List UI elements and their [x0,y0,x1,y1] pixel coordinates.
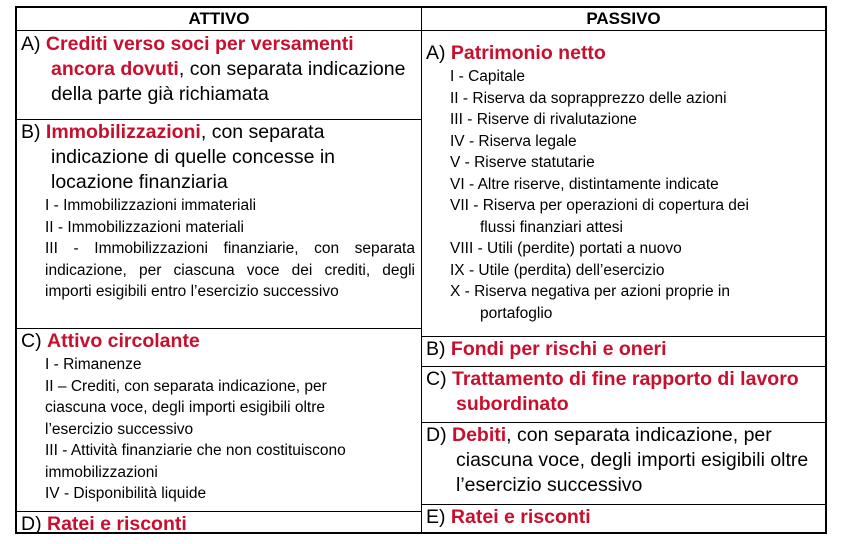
list-item: VI - Altre riserve, distintamente indicate [450,175,719,193]
section-letter: D) [426,424,447,446]
passivo-section-c [422,366,825,417]
attivo-section-c [17,328,421,505]
section-title: Ratei e risconti [450,506,591,528]
section-letter: A) [21,33,41,55]
section-letter: B) [426,338,446,360]
list-item: II - Immobilizzazioni materiali [45,218,244,236]
section-description: , con separata indicazione, per ciascuna voce, degli importi esigibili oltre l’esercizio successivo [456,424,809,496]
list-item: I - Capitale [450,68,525,85]
passivo-section-d [422,422,825,498]
section-letter: E) [426,506,446,528]
section-title: Fondi per rischi e oneri [450,338,667,360]
section-title: Ratei e risconti [47,513,187,535]
section-title: Patrimonio netto [450,42,606,64]
section-title: Crediti verso soci per versamenti ancora dovuti [45,33,354,80]
attivo-section-a [17,32,421,107]
list-item: III - Riserve di rivalutazione [450,111,637,128]
list-item: IX - Utile (perdita) dell’esercizio [450,261,665,279]
passivo-section-a [422,41,825,324]
passivo-a-items [426,66,819,324]
section-letter: C) [21,330,42,352]
section-letter: A) [426,42,446,64]
section-description: , con separata indicazione di quelle concesse in locazione finanziaria [51,121,336,193]
passivo-section-e [422,504,825,530]
list-item: X - Riserva negativa per azioni proprie in [450,283,730,300]
section-title: Debiti [452,424,507,446]
attivo-header: ATTIVO [17,8,421,31]
attivo-section-d [17,511,421,537]
passivo-section-b [422,336,825,362]
list-item: II – Crediti, con separata indicazione, per ciascuna voce, degli importi esigibili oltre l’esercizio successivo [45,377,327,438]
section-title: Attivo circolante [47,330,200,352]
list-item-continuation: portafoglio [480,304,553,322]
list-item: V - Riserve statutarie [450,154,595,171]
list-item-continuation: flussi finanziari attesi [480,218,624,236]
list-item: IV - Riserva legale [450,132,577,150]
list-item: III - Attività finanziarie che non costituiscono immobilizzazioni [45,442,346,481]
section-letter: B) [21,121,41,143]
attivo-section-b [17,119,421,303]
section-title: Trattamento di fine rapporto di lavoro subordinato [452,368,799,415]
section-description: , con separata indicazione della parte già richiamata [51,58,406,105]
passivo-header: PASSIVO [422,8,825,31]
list-item: I - Immobilizzazioni immateriali [45,197,257,214]
list-item: VIII - Utili (perdite) portati a nuovo [450,240,682,257]
list-item: III - Immobilizzazioni finanziarie, con separata indicazione, per ciascuna voce dei crediti, degli importi esigibili entro l’esercizio successivo [45,240,415,300]
section-title: Immobilizzazioni [45,121,201,143]
list-item: I - Rimanenze [45,356,142,373]
list-item: VII - Riserva per operazioni di copertura dei [450,197,749,214]
section-letter: D) [21,513,42,535]
list-item: II - Riserva da soprapprezzo delle azioni [450,89,727,107]
attivo-c-items [21,354,415,505]
balance-sheet-table [15,6,827,534]
section-letter: C) [426,368,447,390]
passivo-column [421,8,825,532]
attivo-column [17,8,421,535]
attivo-b-items [21,195,415,303]
list-item: IV - Disponibilità liquide [45,485,207,502]
